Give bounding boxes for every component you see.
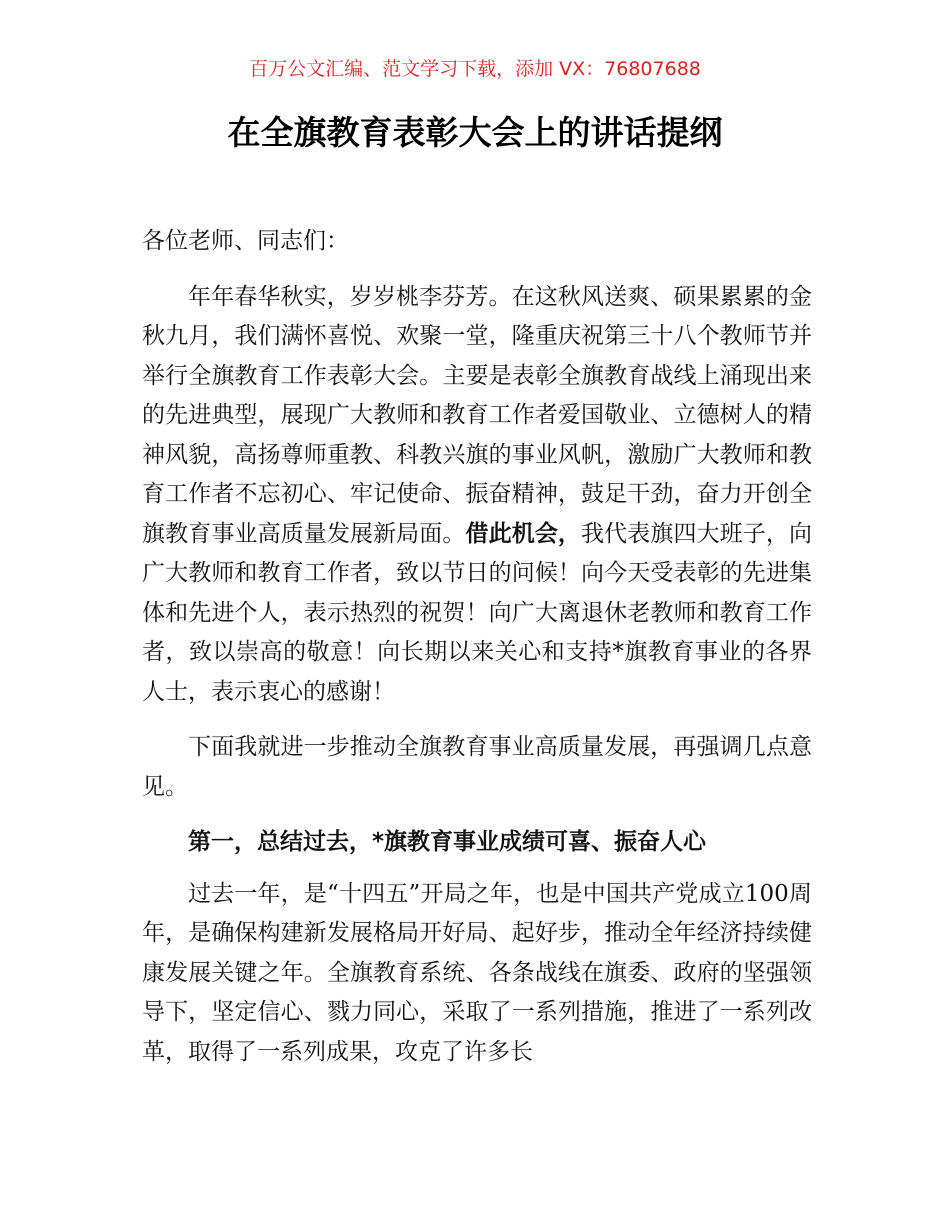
paragraph-opening-text-b: 我代表旗四大班子，向广大教师和教育工作者，致以节日的问候！向今天受表彰的先进集体和先进个人，表示热烈的祝贺！向广大离退休老教师和教育工作者，致以崇高的敬意！向长期以来关心和支持*旗教育事业的各界人士，表示衷心的感谢！ (142, 520, 813, 705)
document-body (142, 222, 812, 1072)
paragraph-opening (142, 278, 812, 713)
paragraph-transition: 下面我就进一步推动全旗教育事业高质量发展，再强调几点意见。 (142, 734, 812, 800)
promo-banner: 百万公文汇编、范文学习下载，添加 VX：76807688 (249, 58, 701, 80)
section-heading: 第一，总结过去，*旗教育事业成绩可喜、振奋人心 (188, 829, 707, 855)
paragraph-opening-text-a: 年年春华秋实，岁岁桃李芬芳。在这秋风送爽、硕果累累的金秋九月，我们满怀喜悦、欢聚一堂，隆重庆祝第三十八个教师节并举行全旗教育工作表彰大会。主要是表彰全旗教育战线上涌现出来的先进典型，展现广大教师和教育工作者爱国敬业、立德树人的精神风貌，高扬尊师重教、科教兴旗的事业风帆，激励广大教师和教育工作者不忘初心、牢记使命、振奋精神，鼓足干劲，奋力开创全旗教育事业高质量发展新局面。 (142, 283, 812, 547)
document-title: 在全旗教育表彰大会上的讲话提纲 (227, 113, 723, 152)
salutation: 各位老师、同志们： (142, 228, 349, 254)
emphasis-phrase: 借此机会， (465, 520, 582, 547)
paragraph-review: 过去一年，是“十四五”开局之年，也是中国共产党成立100周年，是确保构建新发展格局开好局、起好步，推动全年经济持续健康发展关键之年。全旗教育系统、各条战线在旗委、政府的坚强领导下，坚定信心、戮力同心，采取了一系列措施，推进了一系列改革，取得了一系列成果，攻克了许多长 (142, 880, 812, 1065)
